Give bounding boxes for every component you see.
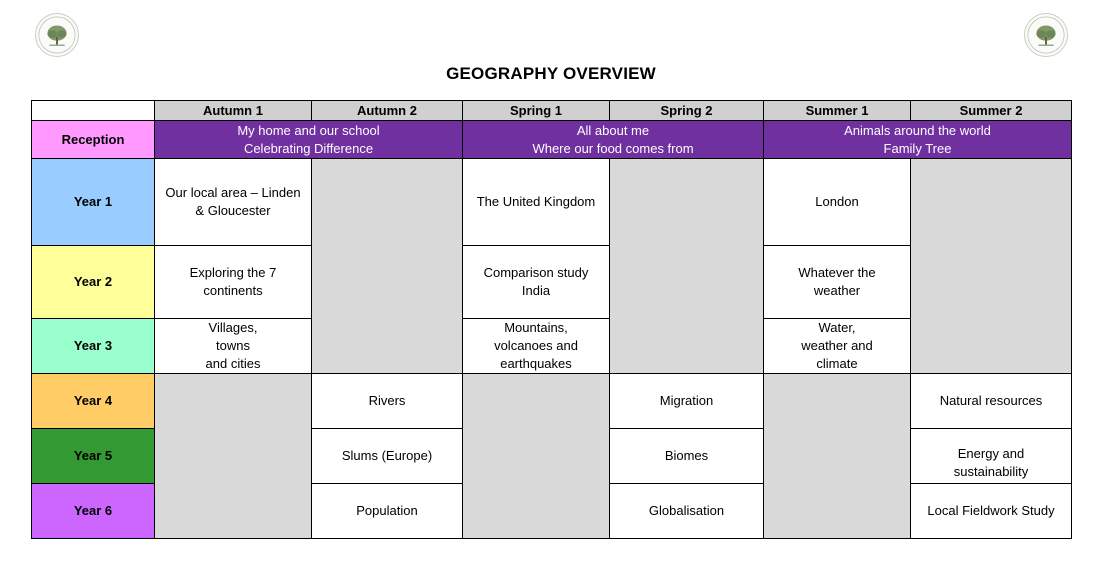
reception-summer-line-2: Family Tree bbox=[883, 140, 952, 156]
tree-icon bbox=[36, 14, 78, 56]
geography-overview-table bbox=[31, 100, 1072, 539]
empty-summer-1-ks2 bbox=[764, 374, 911, 539]
year-6-spring-2-cell bbox=[610, 484, 764, 539]
year-3-autumn-1-cell bbox=[155, 319, 312, 374]
year-5-spring-2-cell bbox=[610, 429, 764, 484]
reception-label: Reception bbox=[32, 121, 155, 159]
school-logo-right bbox=[1024, 13, 1068, 57]
year-4-summer-2-cell bbox=[911, 374, 1072, 429]
year-1-label: Year 1 bbox=[32, 159, 155, 246]
cell-line: Biomes bbox=[664, 448, 709, 463]
reception-autumn-line-2: Celebrating Difference bbox=[243, 140, 374, 156]
header-spring-1: Spring 1 bbox=[463, 101, 610, 121]
cell-line: and cities bbox=[205, 356, 261, 371]
cell-line: towns bbox=[216, 338, 250, 353]
cell-line: Comparison study bbox=[483, 265, 589, 280]
cell-line: India bbox=[521, 283, 551, 298]
cell-line: continents bbox=[203, 283, 263, 298]
year-1-row bbox=[32, 159, 1072, 246]
year-4-label: Year 4 bbox=[32, 374, 155, 429]
reception-autumn-line-1: My home and our school bbox=[237, 122, 380, 138]
cell-line: earthquakes bbox=[500, 356, 572, 371]
tree-icon bbox=[1025, 14, 1067, 56]
year-6-label: Year 6 bbox=[32, 484, 155, 539]
header-spring-2: Spring 2 bbox=[610, 101, 764, 121]
cell-line: Energy and bbox=[957, 446, 1025, 461]
cell-line: Rivers bbox=[368, 393, 406, 408]
cell-line: & Gloucester bbox=[195, 203, 271, 218]
header-summer-1: Summer 1 bbox=[764, 101, 911, 121]
cell-line: sustainability bbox=[953, 464, 1029, 479]
header-autumn-2: Autumn 2 bbox=[312, 101, 463, 121]
year-3-summer-1-cell bbox=[764, 319, 911, 374]
year-3-label: Year 3 bbox=[32, 319, 155, 374]
year-5-label: Year 5 bbox=[32, 429, 155, 484]
cell-line: weather bbox=[813, 283, 861, 298]
cell-line: London bbox=[815, 194, 859, 209]
cell-line: Population bbox=[356, 503, 418, 518]
cell-line: climate bbox=[816, 356, 858, 371]
cell-line: Natural resources bbox=[939, 393, 1043, 408]
reception-summer-line-1: Animals around the world bbox=[844, 122, 991, 138]
year-5-autumn-2-cell bbox=[312, 429, 463, 484]
year-6-summer-2-cell bbox=[911, 484, 1072, 539]
header-summer-2: Summer 2 bbox=[911, 101, 1072, 121]
year-2-summer-1-cell bbox=[764, 246, 911, 319]
cell-line: Exploring the 7 bbox=[189, 265, 277, 280]
year-6-autumn-2-cell bbox=[312, 484, 463, 539]
reception-autumn-cell bbox=[155, 121, 463, 159]
year-1-autumn-1-cell bbox=[155, 159, 312, 246]
empty-summer-2-ks1 bbox=[911, 159, 1072, 374]
cell-line: Water, bbox=[818, 320, 856, 335]
year-4-spring-2-cell bbox=[610, 374, 764, 429]
year-4-autumn-2-cell bbox=[312, 374, 463, 429]
reception-row bbox=[32, 121, 1072, 159]
year-5-summer-2-cell bbox=[911, 429, 1072, 484]
cell-line: Mountains, bbox=[504, 320, 568, 335]
reception-spring-cell bbox=[463, 121, 764, 159]
cell-line: Whatever the bbox=[798, 265, 876, 280]
header-autumn-1: Autumn 1 bbox=[155, 101, 312, 121]
page-title: GEOGRAPHY OVERVIEW bbox=[446, 64, 656, 83]
cell-line: Slums (Europe) bbox=[341, 448, 433, 463]
year-2-spring-1-cell bbox=[463, 246, 610, 319]
cell-line: Local Fieldwork Study bbox=[927, 503, 1055, 518]
year-3-spring-1-cell bbox=[463, 319, 610, 374]
reception-summer-cell bbox=[764, 121, 1072, 159]
empty-spring-2-ks1 bbox=[610, 159, 764, 374]
school-logo-left bbox=[35, 13, 79, 57]
year-1-summer-1-cell bbox=[764, 159, 911, 246]
year-2-label: Year 2 bbox=[32, 246, 155, 319]
cell-line: weather and bbox=[801, 338, 873, 353]
empty-spring-1-ks2 bbox=[463, 374, 610, 539]
cell-line: Villages, bbox=[208, 320, 258, 335]
empty-autumn-1-ks2 bbox=[155, 374, 312, 539]
cell-line: Our local area – Linden bbox=[165, 185, 301, 200]
cell-line: Globalisation bbox=[648, 503, 725, 518]
empty-autumn-2-ks1 bbox=[312, 159, 463, 374]
reception-spring-line-1: All about me bbox=[576, 122, 650, 138]
reception-spring-line-2: Where our food comes from bbox=[532, 140, 694, 156]
year-4-row bbox=[32, 374, 1072, 429]
cell-line: volcanoes and bbox=[494, 338, 578, 353]
header-row bbox=[32, 101, 1072, 121]
year-1-spring-1-cell bbox=[463, 159, 610, 246]
cell-line: Migration bbox=[659, 393, 714, 408]
year-2-autumn-1-cell bbox=[155, 246, 312, 319]
corner-cell bbox=[32, 101, 155, 121]
cell-line: The United Kingdom bbox=[476, 194, 596, 209]
